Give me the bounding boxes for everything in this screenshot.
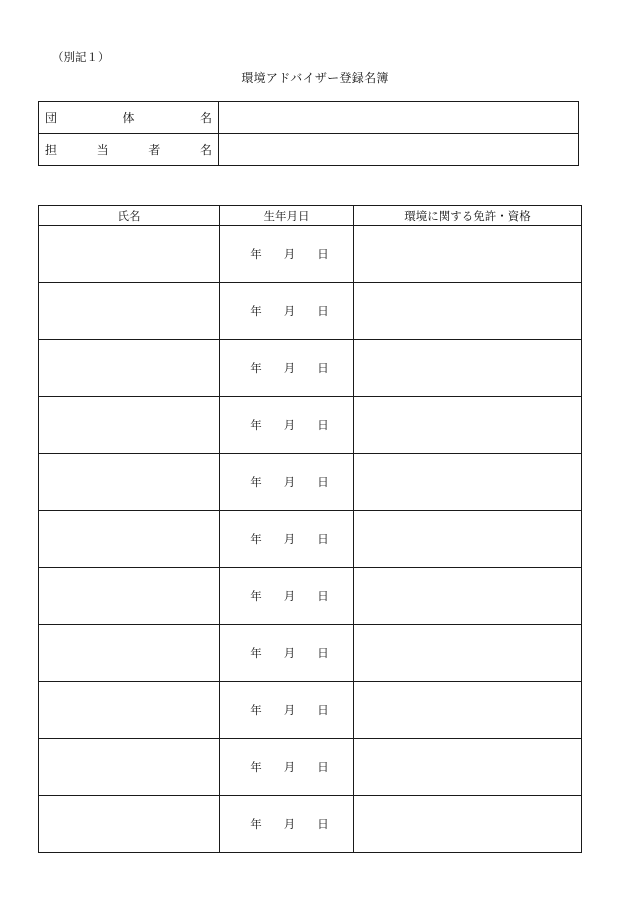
- date-parts: [220, 474, 353, 490]
- birthdate-field[interactable]: [220, 568, 354, 625]
- registry-body: [39, 226, 582, 853]
- date-month-label: 月: [283, 361, 296, 375]
- date-parts: [220, 246, 353, 262]
- date-parts: [220, 303, 353, 319]
- date-day-label: 日: [317, 703, 329, 717]
- license-field[interactable]: [354, 625, 582, 682]
- date-parts: [220, 645, 353, 661]
- document-title: 環境アドバイザー登録名簿: [241, 71, 389, 85]
- label-char: 名: [199, 111, 212, 125]
- label-char: 名: [199, 143, 212, 157]
- name-field[interactable]: [39, 454, 220, 511]
- date-month-label: 月: [283, 646, 296, 660]
- date-parts: [220, 531, 353, 547]
- date-parts: [220, 360, 353, 376]
- name-field[interactable]: [39, 682, 220, 739]
- date-day-label: 日: [317, 532, 329, 546]
- date-year-label: 年: [250, 817, 262, 831]
- registry-row: [39, 454, 582, 511]
- birthdate-field[interactable]: [220, 739, 354, 796]
- contact-person-field[interactable]: [219, 134, 579, 166]
- contact-person-label: [39, 134, 219, 166]
- birthdate-field[interactable]: [220, 340, 354, 397]
- date-month-label: 月: [283, 247, 296, 261]
- date-year-label: 年: [250, 361, 262, 375]
- name-field[interactable]: [39, 226, 220, 283]
- date-year-label: 年: [250, 532, 262, 546]
- date-month-label: 月: [283, 532, 296, 546]
- header-name: 氏名: [39, 206, 220, 226]
- organization-name-label: [39, 102, 219, 134]
- annex-label: （別記１）: [52, 50, 110, 64]
- label-char: 当: [96, 143, 109, 157]
- registry-row: [39, 226, 582, 283]
- name-field[interactable]: [39, 625, 220, 682]
- date-day-label: 日: [317, 589, 329, 603]
- date-year-label: 年: [250, 304, 262, 318]
- date-year-label: 年: [250, 475, 262, 489]
- date-parts: [220, 816, 353, 832]
- date-year-label: 年: [250, 760, 262, 774]
- name-field[interactable]: [39, 739, 220, 796]
- organization-name-field[interactable]: [219, 102, 579, 134]
- name-field[interactable]: [39, 340, 220, 397]
- registry-row: [39, 397, 582, 454]
- date-month-label: 月: [283, 703, 296, 717]
- label-char: 体: [122, 111, 135, 125]
- name-field[interactable]: [39, 283, 220, 340]
- date-year-label: 年: [250, 589, 262, 603]
- name-field[interactable]: [39, 397, 220, 454]
- birthdate-field[interactable]: [220, 283, 354, 340]
- date-parts: [220, 759, 353, 775]
- registry-table: [38, 205, 582, 853]
- date-month-label: 月: [283, 817, 296, 831]
- license-field[interactable]: [354, 739, 582, 796]
- date-day-label: 日: [317, 361, 329, 375]
- date-parts: [220, 417, 353, 433]
- registry-row: [39, 568, 582, 625]
- date-day-label: 日: [317, 646, 329, 660]
- birthdate-field[interactable]: [220, 796, 354, 853]
- registry-row: [39, 682, 582, 739]
- birthdate-field[interactable]: [220, 625, 354, 682]
- registry-row: [39, 340, 582, 397]
- date-day-label: 日: [317, 760, 329, 774]
- date-day-label: 日: [317, 304, 329, 318]
- license-field[interactable]: [354, 397, 582, 454]
- birthdate-field[interactable]: [220, 226, 354, 283]
- registry-row: [39, 283, 582, 340]
- registry-row: [39, 796, 582, 853]
- date-month-label: 月: [283, 760, 296, 774]
- license-field[interactable]: [354, 454, 582, 511]
- label-char: 団: [45, 111, 58, 125]
- name-field[interactable]: [39, 796, 220, 853]
- header-license: 環境に関する免許・資格: [354, 206, 582, 226]
- birthdate-field[interactable]: [220, 397, 354, 454]
- license-field[interactable]: [354, 226, 582, 283]
- label-char: 担: [45, 143, 58, 157]
- date-parts: [220, 702, 353, 718]
- header-birthdate: 生年月日: [220, 206, 354, 226]
- date-year-label: 年: [250, 418, 262, 432]
- license-field[interactable]: [354, 796, 582, 853]
- birthdate-field[interactable]: [220, 454, 354, 511]
- license-field[interactable]: [354, 283, 582, 340]
- date-day-label: 日: [317, 247, 329, 261]
- license-field[interactable]: [354, 340, 582, 397]
- organization-row: [39, 102, 579, 134]
- birthdate-field[interactable]: [220, 511, 354, 568]
- name-field[interactable]: [39, 511, 220, 568]
- contact-person-row: [39, 134, 579, 166]
- license-field[interactable]: [354, 568, 582, 625]
- date-year-label: 年: [250, 247, 262, 261]
- registry-header-row: [39, 206, 582, 226]
- date-day-label: 日: [317, 817, 329, 831]
- label-char: 者: [148, 143, 161, 157]
- date-month-label: 月: [283, 589, 296, 603]
- date-month-label: 月: [283, 418, 296, 432]
- registry-row: [39, 625, 582, 682]
- registry-row: [39, 511, 582, 568]
- date-parts: [220, 588, 353, 604]
- date-year-label: 年: [250, 646, 262, 660]
- date-day-label: 日: [317, 475, 329, 489]
- license-field[interactable]: [354, 682, 582, 739]
- name-field[interactable]: [39, 568, 220, 625]
- date-year-label: 年: [250, 703, 262, 717]
- registry-row: [39, 739, 582, 796]
- date-month-label: 月: [283, 304, 296, 318]
- birthdate-field[interactable]: [220, 682, 354, 739]
- date-day-label: 日: [317, 418, 329, 432]
- date-month-label: 月: [283, 475, 296, 489]
- license-field[interactable]: [354, 511, 582, 568]
- organization-table: [38, 101, 579, 166]
